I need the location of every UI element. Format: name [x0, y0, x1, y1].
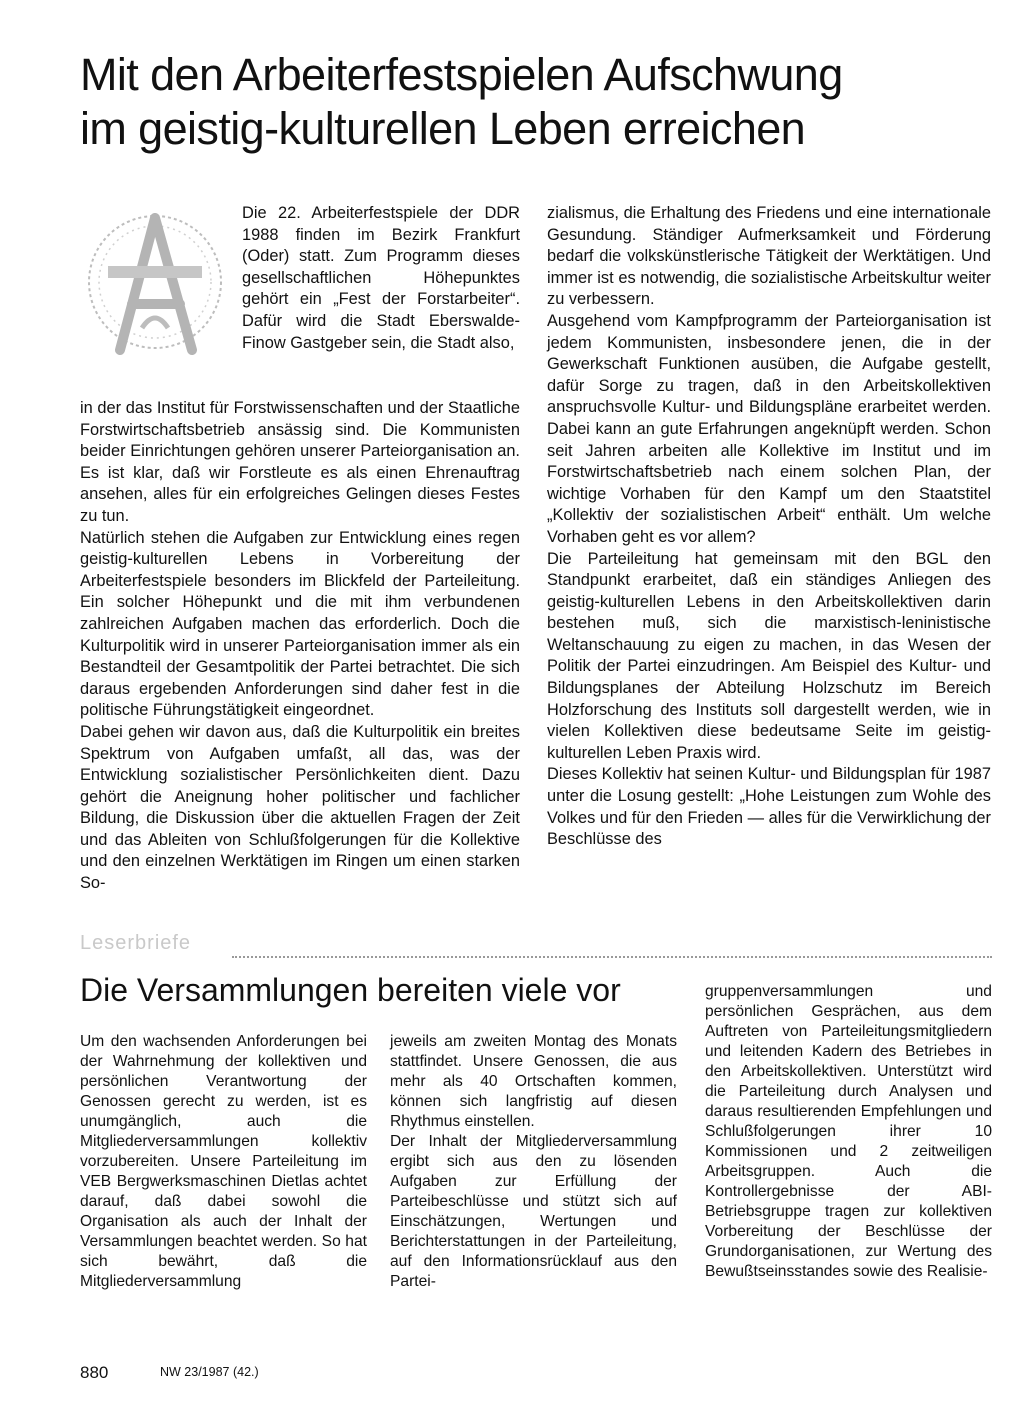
- article-paragraph: Dabei gehen wir davon aus, daß die Kulturpolitik ein breites Spektrum von Aufgaben umfaßt, all das, was der Entwicklung sozialistischer Persönlichkeiten dient. Dazu gehört die Aneignung hoher politischer und fachlicher Bildung, die Diskussion über die aktuellen Fragen der Zeit und das Ableiten von Schlußfolgerungen für die Kollektive und den einzelnen Werktätigen im Ringen um einen starken So-: [80, 722, 520, 893]
- letters-paragraph: Der Inhalt der Mitgliederversammlung ergibt sich aus den zu lösenden Aufgaben zur Erfüllung der Parteibeschlüsse und stützt sich auf Einschätzungen, Wertungen und Berichterstattungen in der Parteileitung, auf den Informationsrücklauf aus den Partei-: [390, 1133, 677, 1290]
- article-intro-paragraph: Die 22. Arbeiterfestspiele der DDR 1988 finden im Bezirk Frankfurt (Oder) statt. Zum Programm dieses gesellschaftlichen Höhepunktes gehört ein „Fest der Forstarbeiter“. Dafür wird die Stadt Eberswalde-Finow Gastgeber sein, die Stadt also,: [242, 204, 520, 352]
- article-paragraph: Die Parteileitung hat gemeinsam mit den BGL den Standpunkt erarbeitet, daß ein ständiges Anliegen des geistig-kulturellen Lebens in den Arbeitskollektiven darin bestehen muß, sich die marxistisch-leninistische Weltanschauung zu eigen zu machen, in das Wesen der Politik der Partei einzudringen. Am Beispiel des Kultur- und Bildungsplanes der Abteilung Holzschutz im Bereich Holzforschung des Instituts soll dargestellt werden, wie in vielen Kollektiven diese bedeutsame Seite im geistig-kulturellen Leben Praxis wird.: [547, 549, 991, 762]
- article-paragraph: Natürlich stehen die Aufgaben zur Entwicklung eines regen geistig-kulturellen Lebens in Vorbereitung der Arbeiterfestspiele besonders im Blickfeld der Parteileitung. Ein solcher Höhepunkt und die mit ihm verbundenen zahlreichen Aufgaben machen das erforderlich. Doch die Kulturpolitik wird in unserer Parteiorganisation immer als ein Bestandteil der Gesamtpolitik der Partei betrachtet. Die sich daraus ergebenden Anforderungen sind daher fest in die politische Führungstätigkeit eingeordnet.: [80, 528, 520, 720]
- letters-column-3: [705, 982, 992, 1282]
- letters-paragraph: gruppenversammlungen und persönlichen Gesprächen, aus dem Auftreten von Parteileitungsmitgliedern und leitenden Kadern des Betriebes in den Arbeitskollektiven. Unterstützt wird die Parteileitung durch Analysen und daraus resultierenden Empfehlungen und Schlußfolgerungen ihrer 10 Kommissionen und 2 zeitweiligen Arbeitsgruppen. Auch die Kontrollergebnisse der ABI-Betriebsgruppe tragen zur kollektiven Vorbereitung der Beschlüsse der Grundorganisationen, zur Wertung des Bewußtseinsstandes sowie des Realisie-: [705, 983, 992, 1280]
- article-title-line-1: Mit den Arbeiterfestspielen Aufschwung: [80, 49, 843, 100]
- section-label: Leserbriefe: [80, 932, 192, 954]
- letters-column-2: [390, 1032, 677, 1292]
- section-divider: [232, 956, 992, 958]
- issue-label: NW 23/1987 (42.): [160, 1365, 259, 1379]
- article-paragraph: Dieses Kollektiv hat seinen Kultur- und Bildungsplan für 1987 unter die Losung gestellt: „Hohe Leistungen zum Wohle des Volkes und für den Frieden — alles für die Verwirklichung der Beschlüsse des: [547, 765, 991, 849]
- article-paragraph: Ausgehend vom Kampfprogramm der Parteiorganisation ist jedem Kommunisten, insbesondere jenen, die in der Gewerkschaft Funktionen ausüben, die Aufgabe gestellt, dafür Sorge zu tragen, daß in den Arbeitskollektiven anspruchsvolle Kultur- und Bildungspläne erarbeitet werden. Dabei kann an gute Erfahrungen angeknüpft werden. Schon seit Jahren arbeiten alle Kollektive im Institut und im Forstwirtschaftsbetrieb nach einem solchen Plan, der wichtige Vorhaben für den Kampf um den Staatstitel „Kollektiv der sozialistischen Arbeit“ enthält. Um welche Vorhaben geht es vor allem?: [547, 311, 991, 546]
- article-title: [80, 48, 980, 156]
- article-column-1: [80, 398, 520, 895]
- page-number: 880: [80, 1363, 109, 1382]
- letters-paragraph: Um den wachsenden Anforderungen bei der Wahrnehmung der kollektiven und persönlichen Verantwortung der Genossen gerecht zu werden, ist es unumgänglich, auch die Mitgliederversammlungen kollektiv vorzubereiten. Unsere Parteileitung im VEB Bergwerksmaschinen Dietlas achtet darauf, daß dabei sowohl die Organisation als auch der Inhalt der Versammlungen beachtet werden. So hat sich bewährt, daß die Mitgliederversammlung: [80, 1033, 367, 1290]
- article-title-line-2: im geistig-kulturellen Leben erreichen: [80, 103, 806, 154]
- article-column-2: [547, 203, 991, 851]
- letters-headline: Die Versammlungen bereiten viele vor: [80, 972, 621, 1008]
- festival-emblem-icon: [80, 200, 230, 360]
- article-paragraph: zialismus, die Erhaltung des Friedens und eine internationale Gesundung. Ständiger Aufmerksamkeit und Förderung bedarf die volkskünstlerische Tätigkeit der Werktätigen. Und immer ist es notwendig, die sozialistische Arbeitskultur weiter zu verbessern.: [547, 204, 991, 309]
- article-paragraph: in der das Institut für Forstwissenschaften und der Staatliche Forstwirtschaftsbetrieb ansässig sind. Die Kommunisten beider Einrichtungen gehören unserer Parteiorganisation an. Es ist klar, daß wir Forstleute es als einen Ehrenauftrag ansehen, alles für ein erfolgreiches Gelingen dieses Festes zu tun.: [80, 399, 520, 525]
- letters-column-1: [80, 1032, 367, 1292]
- article-intro: [242, 203, 520, 354]
- letters-paragraph: jeweils am zweiten Montag des Monats stattfindet. Unsere Genossen, die aus mehr als 40 Ortschaften kommen, können sich langfristig auf diesen Rhythmus einstellen.: [390, 1033, 677, 1130]
